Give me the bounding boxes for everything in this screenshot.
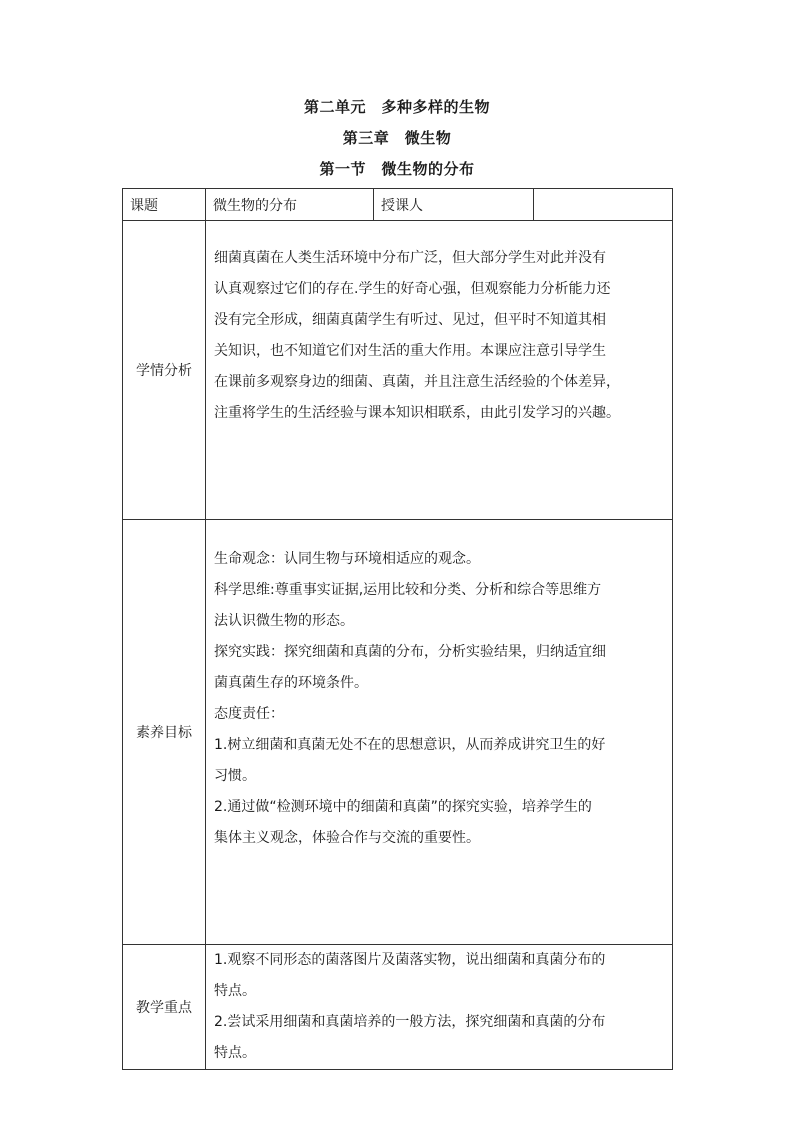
teacher-value	[534, 189, 673, 221]
key-points-row	[123, 945, 673, 1070]
key-point-line: 特点。	[214, 983, 256, 999]
goals-line: 科学思维:尊重事实证据,运用比较和分类、分析和综合等思维方	[214, 582, 602, 598]
unit-title: 第二单元 多种多样的生物	[303, 98, 490, 116]
goals-line: 态度责任：	[214, 706, 284, 722]
key-points-label: 教学重点	[123, 945, 206, 1070]
analysis-line: 细菌真菌在人类生活环境中分布广泛，但大部分学生对此并没有	[214, 250, 606, 266]
goals-line: 2.通过做“检测环境中的细菌和真菌”的探究实验，培养学生的	[214, 799, 592, 815]
analysis-line: 没有完全形成，细菌真菌学生有听过、见过，但平时不知道其相	[214, 312, 606, 328]
topic-label: 课题	[123, 189, 206, 221]
analysis-label: 学情分析	[123, 221, 206, 520]
goals-line: 习惯。	[214, 768, 256, 784]
goals-line: 法认识微生物的形态。	[214, 613, 354, 629]
document-titles	[0, 92, 794, 185]
lesson-plan-table	[122, 188, 673, 1070]
section-title: 第一节 微生物的分布	[319, 160, 475, 178]
goals-line: 探究实践：探究细菌和真菌的分布，分析实验结果，归纳适宜细	[214, 644, 606, 660]
topic-value: 微生物的分布	[206, 189, 374, 221]
analysis-row	[123, 221, 673, 520]
analysis-line: 在课前多观察身边的细菌、真菌，并且注意生活经验的个体差异，	[214, 374, 620, 390]
analysis-line: 关知识，也不知道它们对生活的重大作用。本课应注意引导学生	[214, 343, 606, 359]
key-point-line: 1.观察不同形态的菌落图片及菌落实物，说出细菌和真菌分布的	[214, 952, 606, 968]
key-point-line: 特点。	[214, 1045, 256, 1061]
key-points-content	[206, 945, 673, 1070]
goals-line: 菌真菌生存的环境条件。	[214, 675, 368, 691]
goals-line: 生命观念：认同生物与环境相适应的观念。	[214, 551, 480, 567]
goals-line: 1.树立细菌和真菌无处不在的思想意识，从而养成讲究卫生的好	[214, 737, 606, 753]
goals-row	[123, 520, 673, 945]
analysis-line: 认真观察过它们的存在.学生的好奇心强，但观察能力分析能力还	[214, 281, 611, 297]
header-row	[123, 189, 673, 221]
chapter-title: 第三章 微生物	[342, 129, 452, 147]
analysis-content	[206, 221, 673, 520]
goals-line: 集体主义观念，体验合作与交流的重要性。	[214, 830, 480, 846]
goals-label: 素养目标	[123, 520, 206, 945]
goals-content	[206, 520, 673, 945]
teacher-label: 授课人	[374, 189, 534, 221]
analysis-line: 注重将学生的生活经验与课本知识相联系，由此引发学习的兴趣。	[214, 405, 620, 421]
key-point-line: 2.尝试采用细菌和真菌培养的一般方法，探究细菌和真菌的分布	[214, 1014, 606, 1030]
